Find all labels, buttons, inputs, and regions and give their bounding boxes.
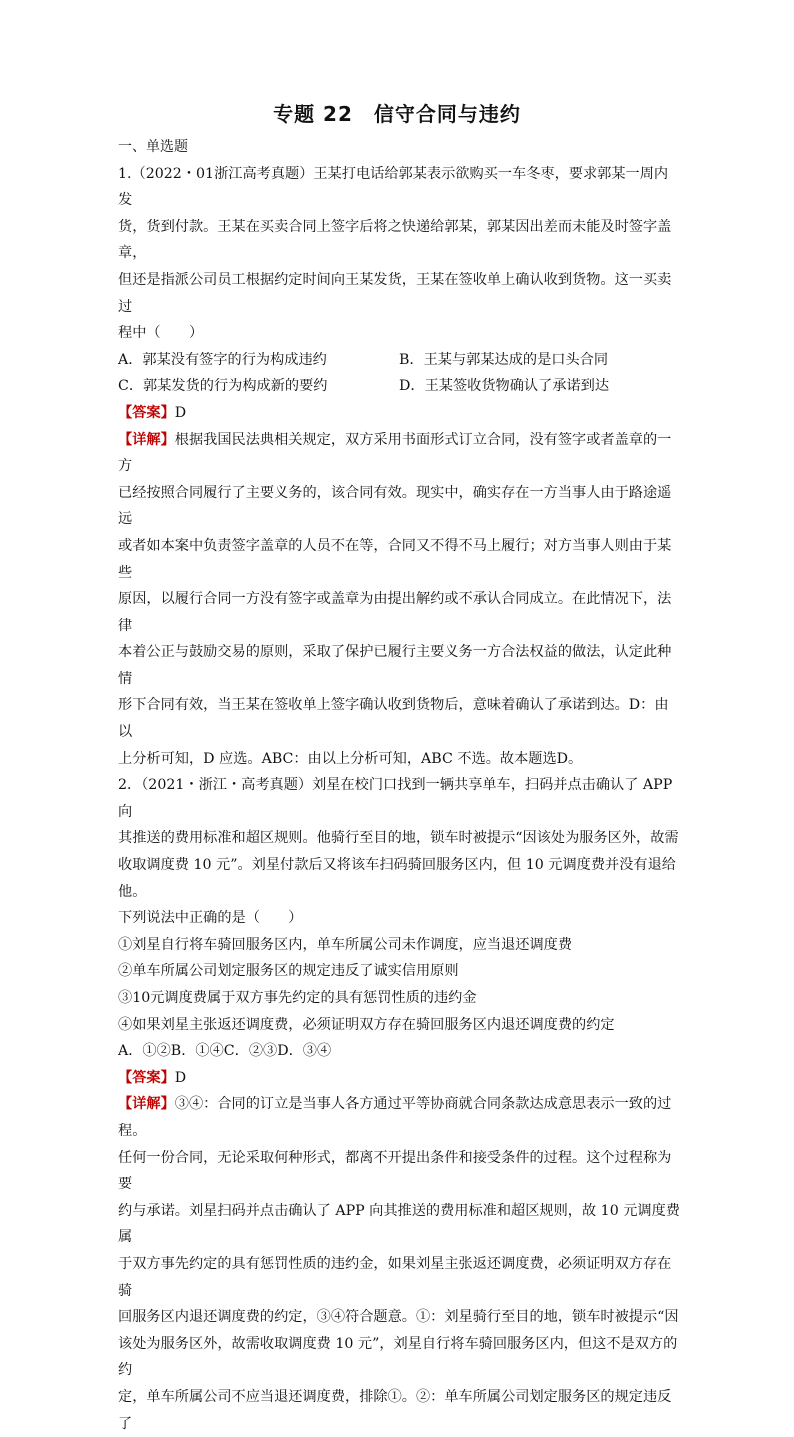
q2-detail-line: 定，单车所属公司不应当退还调度费，排除①。②：单车所属公司划定服务区的规定违反了 [118, 1388, 672, 1432]
q1-detail-line: 原因，以履行合同一方没有签字或盖章为由提出解约或不承认合同成立。在此情况下，法律 [118, 591, 672, 634]
q1-stem-line: 程中（ ） [118, 325, 204, 342]
q2-stem-line: 2．（2021・浙江・高考真题）刘星在校门口找到一辆共享单车，扫码并点击确认了 APP 向 [118, 777, 673, 820]
q1-detail-line: 形下合同有效，当王某在签收单上签字确认收到货物后，意味着确认了承诺到达。D：由以 [118, 697, 669, 741]
q2-statement-2: ②单车所属公司划定服务区的规定违反了诚实信用原则 [118, 963, 459, 980]
q2-stem-line: 下列说法中正确的是（ ） [118, 910, 303, 927]
detail-text: ③④：合同的订立是当事人各方通过平等协商就合同条款达成意思表示一致的过程。 [118, 1096, 672, 1139]
question-2 [118, 772, 680, 1437]
q2-stem-line: 收取调度费 10 元”。刘星付款后又将该车扫码骑回服务区内，但 10 元调度费并没有退给他。 [118, 857, 676, 900]
q2-detail-line: 任何一份合同，无论采取何种形式，都离不开提出条件和接受条件的过程。这个过程称为要 [118, 1149, 672, 1193]
q1-stem-line: 但还是指派公司员工根据约定时间向王某发货，王某在签收单上确认收到货物。这一买卖过 [118, 271, 672, 315]
q2-detail-line: 回服务区内退还调度费的约定，③④符合题意。①：刘星骑行至目的地，锁车时被提示“因 [118, 1309, 679, 1326]
q2-choices: A．①②B．①④C．②③D．③④ [118, 1043, 332, 1060]
q1-detail-line: 已经按照合同履行了主要义务的，该合同有效。现实中，确实存在一方当事人由于路途遥远 [118, 484, 672, 528]
q2-detail-line: 约与承诺。刘星扫码并点击确认了 APP 向其推送的费用标准和超区规则，故 10 元调度费属 [118, 1202, 680, 1246]
answer-tag: 【答案】 [118, 1069, 175, 1086]
question-1 [118, 161, 680, 773]
q2-statement-1: ①刘星自行将车骑回服务区内，单车所属公司未作调度，应当退还调度费 [118, 936, 573, 953]
q1-options-row [118, 373, 680, 400]
q1-option-c: C．郭某发货的行为构成新的要约 [118, 378, 328, 395]
q1-option-a: A．郭某没有签字的行为构成违约 [118, 351, 327, 368]
q1-detail-line: 本着公正与鼓励交易的原则，采取了保护已履行主要义务一方合法权益的做法，认定此种情 [118, 644, 672, 687]
q1-answer [118, 400, 680, 427]
q1-detail-line: 或者如本案中负责签字盖章的人员不在等，合同又不得不马上履行；对方当事人则由于某些 [118, 537, 672, 581]
detail-text: 根据我国民法典相关规定，双方采用书面形式订立合同，没有签字或者盖章的一方 [118, 431, 672, 475]
q1-detail-line: 上分析可知，D 应选。ABC：由以上分析可知，ABC 不选。故本题选D。 [118, 750, 583, 767]
page-title: 专题 22 信守合同与违约 [273, 102, 521, 126]
answer-value: D [174, 404, 187, 421]
q2-detail-line: 于双方事先约定的具有惩罚性质的违约金，如果刘星主张返还调度费，必须证明双方存在骑 [118, 1255, 672, 1299]
q1-stem-line: 1.（2022・01浙江高考真题）王某打电话给郭某表示欲购买一车冬枣，要求郭某一周内发 [118, 165, 669, 209]
detail-tag: 【详解】 [118, 1096, 175, 1113]
detail-tag: 【详解】 [118, 431, 175, 448]
answer-value: D [174, 1069, 187, 1086]
q1-detail-line [118, 427, 680, 480]
q1-option-d: D．王某签收货物确认了承诺到达 [399, 378, 610, 395]
q2-statement-3: ③10元调度费属于双方事先约定的具有惩罚性质的违约金 [118, 990, 477, 1006]
q2-stem-line: 其推送的费用标准和超区规则。他骑行至目的地，锁车时被提示“因该处为服务区外，故需 [118, 830, 679, 847]
document-body [118, 134, 680, 1437]
q1-option-b: B．王某与郭某达成的是口头合同 [399, 351, 609, 368]
q2-detail-line: 该处为服务区外，故需收取调度费 10 元”，刘星自行将车骑回服务区内，但这不是双方的约 [118, 1335, 678, 1379]
q1-stem-line: 货，货到付款。王某在买卖合同上签字后将之快递给郭某，郭某因出差而未能及时签字盖章， [118, 218, 672, 262]
q2-detail-line [118, 1091, 680, 1144]
answer-tag: 【答案】 [118, 404, 175, 421]
section-heading: 一、单选题 [118, 139, 188, 155]
q2-answer [118, 1065, 680, 1092]
q2-statement-4: ④如果刘星主张返还调度费，必须证明双方存在骑回服务区内退还调度费的约定 [118, 1016, 615, 1033]
q1-options-row [118, 347, 680, 374]
